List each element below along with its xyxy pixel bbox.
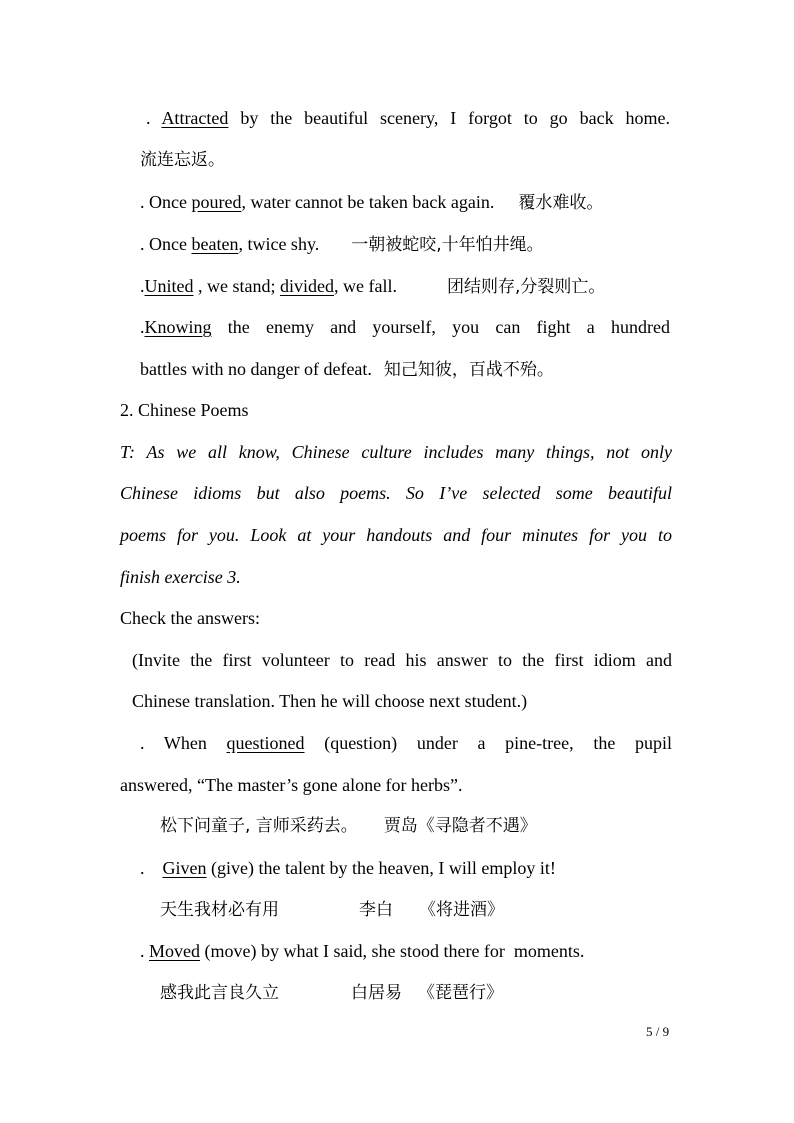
idiom-5-line-1 bbox=[140, 314, 670, 340]
idiom-5-prefix: . bbox=[140, 317, 145, 337]
poem-3-prefix: . bbox=[140, 941, 149, 961]
idiom-4-answer-1: United bbox=[144, 276, 194, 296]
teacher-talk-line-2: Chinese idioms but also poems. So I’ve selected some beautiful bbox=[120, 483, 672, 503]
idiom-2-translation: 覆水难收。 bbox=[518, 193, 604, 213]
idiom-1-answer: Attracted bbox=[161, 108, 229, 128]
poem-3-text: (move) by what I said, she stood there for moments. bbox=[200, 941, 585, 961]
idiom-5-line-2 bbox=[140, 356, 554, 383]
poem-1-translation-line bbox=[160, 813, 537, 839]
idiom-1-prefix: . bbox=[146, 108, 162, 128]
poem-2-answer: Given bbox=[162, 858, 207, 878]
idiom-4-answer-2: divided bbox=[279, 276, 334, 296]
poem-1-line-1 bbox=[140, 730, 672, 756]
idiom-1-line-1 bbox=[146, 105, 670, 131]
idiom-3-text: , twice shy. bbox=[238, 234, 320, 254]
poem-1-prefix: . When bbox=[140, 733, 227, 753]
idiom-1-translation: 流连忘返。 bbox=[140, 150, 225, 170]
idiom-2-line bbox=[140, 189, 603, 216]
idiom-5-text-2: battles with no danger of defeat. bbox=[140, 359, 372, 379]
idiom-3-translation: 一朝被蛇咬,十年怕井绳。 bbox=[351, 235, 544, 255]
idiom-5-translation: 知己知彼，百战不殆。 bbox=[383, 360, 554, 380]
idiom-5-answer: Knowing bbox=[144, 317, 212, 337]
idiom-2-prefix: . Once bbox=[140, 192, 192, 212]
instruction-line-2: Chinese translation. Then he will choose next student.) bbox=[132, 691, 528, 711]
poem-3-author: 白居易 bbox=[351, 983, 402, 1003]
idiom-5-text: the enemy and yourself, you can fight a hundred bbox=[211, 317, 670, 337]
idiom-1-text: by the beautiful scenery, I forgot to go back home. bbox=[228, 108, 670, 128]
poem-2-title: 《将进酒》 bbox=[419, 900, 504, 920]
poem-3-translation-line bbox=[160, 980, 503, 1006]
poem-1-translation: 松下问童子, 言师采药去。 bbox=[160, 816, 358, 836]
idiom-2-text: , water cannot be taken back again. bbox=[241, 192, 495, 212]
poem-2-translation-line bbox=[160, 897, 504, 923]
teacher-talk-line-1: T: As we all know, Chinese culture includes many things, not only bbox=[120, 442, 672, 462]
check-answers-label: Check the answers: bbox=[120, 608, 260, 628]
poem-1-text: (question) under a pine-tree, the pupil bbox=[304, 733, 672, 753]
page-number: 5 / 9 bbox=[646, 1024, 670, 1039]
poem-2-line bbox=[140, 855, 556, 881]
idiom-4-line bbox=[140, 273, 605, 300]
idiom-2-answer: poured bbox=[191, 192, 242, 212]
idiom-3-answer: beaten bbox=[191, 234, 239, 254]
poem-1-source: 贾岛《寻隐者不遇》 bbox=[383, 816, 537, 836]
poem-3-line bbox=[140, 938, 584, 964]
idiom-4-mid: , we stand; bbox=[193, 276, 280, 296]
instruction-line-1: (Invite the first volunteer to read his answer to the first idiom and bbox=[132, 650, 672, 670]
idiom-3-line bbox=[140, 231, 544, 258]
section-heading: 2. Chinese Poems bbox=[120, 400, 249, 420]
poem-2-text: (give) the talent by the heaven, I will employ it! bbox=[206, 858, 556, 878]
poem-1-line-2: answered, “The master’s gone alone for herbs”. bbox=[120, 775, 463, 795]
poem-3-title: 《琵琶行》 bbox=[418, 983, 503, 1003]
poem-2-translation: 天生我材必有用 bbox=[160, 900, 279, 920]
poem-2-prefix: . bbox=[140, 858, 163, 878]
idiom-3-prefix: . Once bbox=[140, 234, 192, 254]
idiom-4-translation: 团结则存,分裂则亡。 bbox=[446, 277, 606, 297]
poem-3-answer: Moved bbox=[149, 941, 200, 961]
poem-2-author: 李白 bbox=[359, 900, 393, 920]
idiom-4-text: , we fall. bbox=[333, 276, 397, 296]
teacher-talk-line-4: finish exercise 3. bbox=[120, 567, 241, 587]
poem-3-translation: 感我此言良久立 bbox=[160, 983, 279, 1003]
idiom-4-prefix: . bbox=[140, 276, 145, 296]
teacher-talk-line-3: poems for you. Look at your handouts and four minutes for you to bbox=[120, 525, 672, 545]
poem-1-answer: questioned bbox=[226, 733, 305, 753]
